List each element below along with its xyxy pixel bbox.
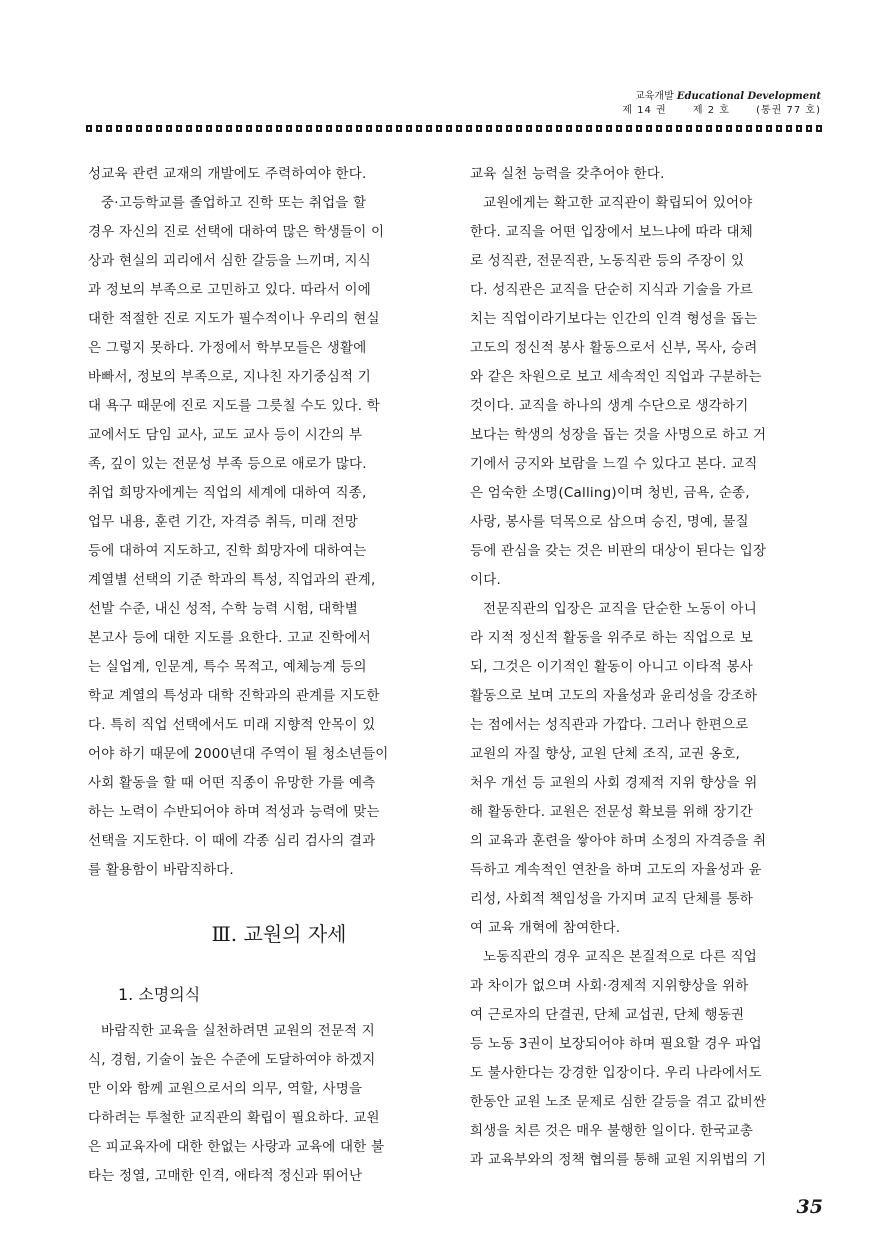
text-line: 바빠서, 정보의 부족으로, 지나친 자기중심적 기: [88, 369, 372, 385]
text-line: 경우 자신의 진로 선택에 대하여 많은 학생들이 이: [88, 224, 385, 240]
running-header: [622, 90, 821, 118]
text-line: 본고사 등에 대한 지도를 요한다. 고교 진학에서: [88, 630, 372, 646]
text-line: 족, 깊이 있는 전문성 부족 등으로 애로가 많다.: [88, 456, 367, 472]
text-line: 상과 현실의 괴리에서 심한 갈등을 느끼며, 지식: [88, 253, 372, 269]
page-number: 35: [796, 1196, 823, 1218]
text-line: 은 그렇지 못하다. 가정에서 학부모들은 생활에: [88, 340, 367, 356]
right-column: [470, 160, 822, 1175]
left-column: [88, 160, 440, 1191]
section-title: Ⅲ. 교원의 자세: [211, 922, 347, 946]
text-line: 과 교육부와의 정책 협의를 통해 교원 지위법의 기: [470, 1152, 767, 1168]
text-line: 로 성직관, 전문직관, 노동직관 등의 주장이 있: [470, 253, 745, 269]
issue: 제 2 호: [692, 105, 730, 116]
text-line: 처우 개선 등 교원의 사회 경제적 지위 향상을 위: [470, 775, 758, 791]
text-line: 업무 내용, 훈련 기간, 자격증 취득, 미래 전망: [88, 514, 359, 530]
text-line: 한동안 교원 노조 문제로 심한 갈등을 겪고 값비싼: [470, 1094, 767, 1110]
text-line: 타는 정열, 고매한 인격, 애타적 정신과 뛰어난: [88, 1168, 363, 1184]
text-line: 등 노동 3권이 보장되어야 하며 필요할 경우 파업: [470, 1036, 762, 1052]
text-line: 활동으로 보며 고도의 자율성과 윤리성을 강조하: [470, 688, 758, 704]
text-line: 교원의 자질 향상, 교원 단체 조직, 교권 옹호,: [470, 746, 741, 762]
subsection-title: 1. 소명의식: [118, 985, 201, 1004]
text-line: 등에 대하여 지도하고, 진학 희망자에 대하여는: [88, 543, 367, 559]
text-line: 식, 경험, 기술이 높은 수준에 도달하여야 하겠지: [88, 1052, 376, 1068]
dotted-divider: [86, 125, 823, 132]
text-line: 리성, 사회적 책임성을 가지며 교직 단체를 통하: [470, 891, 754, 907]
text-line: 중·고등학교를 졸업하고 진학 또는 취업을 할: [101, 195, 367, 211]
text-line: 노동직관의 경우 교직은 본질적으로 다른 직업: [483, 949, 758, 965]
text-line: 여 근로자의 단결권, 단체 교섭권, 단체 행동권: [470, 1007, 745, 1023]
text-line: 다. 특히 직업 선택에서도 미래 지향적 안목이 있: [88, 717, 376, 733]
text-line: 도 불사한다는 강경한 입장이다. 우리 나라에서도: [470, 1065, 762, 1081]
text-line: 해 활동한다. 교원은 전문성 확보를 위해 장기간: [470, 804, 754, 820]
text-line: 하는 노력이 수반되어야 하며 적성과 능력에 맞는: [88, 804, 380, 820]
text-line: 이다.: [470, 572, 501, 588]
text-line: 희생을 치른 것은 매우 불행한 일이다. 한국교총: [470, 1123, 754, 1139]
text-line: 기에서 긍지와 보람을 느낄 수 있다고 본다. 교직: [470, 456, 758, 472]
text-line: 학교 계열의 특성과 대학 진학과의 관계를 지도한: [88, 688, 380, 704]
text-line: 사회 활동을 할 때 어떤 직종이 유망한 가를 예측: [88, 775, 376, 791]
text-line: 되, 그것은 이기적인 활동이 아니고 이타적 봉사: [470, 659, 754, 675]
text-line: 어야 하기 때문에 2000년대 주역이 될 청소년들이: [88, 746, 389, 762]
journal-title-en: Educational Development: [676, 91, 821, 102]
text-line: 라 지적 정신적 활동을 위주로 하는 직업으로 보: [470, 630, 754, 646]
text-line: 등에 관심을 갖는 것은 비판의 대상이 된다는 입장: [470, 543, 767, 559]
text-line: 계열별 선택의 기준 학과의 특성, 직업과의 관계,: [88, 572, 376, 588]
text-line: 다. 성직관은 교직을 단순히 지식과 기술을 가르: [470, 282, 754, 298]
text-line: 여 교육 개혁에 참여한다.: [470, 920, 621, 936]
journal-title: [622, 90, 821, 104]
text-line: 만 이와 함께 교원으로서의 의무, 역할, 사명을: [88, 1081, 363, 1097]
serial-number: (통권 77 호): [756, 105, 821, 116]
journal-title-ko: 교육개발: [635, 91, 674, 102]
text-line: 것이다. 교직을 하나의 생계 수단으로 생각하기: [470, 398, 749, 414]
text-line: 과 정보의 부족으로 고민하고 있다. 따라서 이에: [88, 282, 372, 298]
text-line: 치는 직업이라기보다는 인간의 인격 형성을 돕는: [470, 311, 758, 327]
text-line: 다하려는 투철한 교직관의 확립이 필요하다. 교원: [88, 1110, 380, 1126]
text-line: 선택을 지도한다. 이 때에 각종 심리 검사의 결과: [88, 833, 376, 849]
text-line: 교원에게는 확고한 교직관이 확립되어 있어야: [483, 195, 753, 211]
text-line: 의 교육과 훈련을 쌓아야 하며 소정의 자격증을 취: [470, 833, 767, 849]
text-line: 선발 수준, 내신 성적, 수학 능력 시험, 대학별: [88, 601, 359, 617]
text-line: 은 피교육자에 대한 한없는 사랑과 교육에 대한 불: [88, 1139, 385, 1155]
text-line: 대한 적절한 진로 지도가 필수적이나 우리의 현실: [88, 311, 380, 327]
text-line: 과 차이가 없으며 사회·경제적 지위향상을 위하: [470, 978, 749, 994]
text-line: 대 욕구 때문에 진로 지도를 그릇칠 수도 있다. 학: [88, 398, 380, 414]
text-line: 득하고 계속적인 연찬을 하며 고도의 자율성과 윤: [470, 862, 762, 878]
text-line: 성교육 관련 교재의 개발에도 주력하여야 한다.: [88, 166, 367, 182]
text-line: 취업 희망자에게는 직업의 세계에 대하여 직종,: [88, 485, 367, 501]
text-line: 와 같은 차원으로 보고 세속적인 직업과 구분하는: [470, 369, 762, 385]
text-line: 바람직한 교육을 실천하려면 교원의 전문적 지: [101, 1023, 376, 1039]
volume: 제 14 권: [622, 105, 667, 116]
text-line: 교에서도 담임 교사, 교도 교사 등이 시간의 부: [88, 427, 363, 443]
text-line: 은 엄숙한 소명(Calling)이며 청빈, 금욕, 순종,: [470, 485, 750, 501]
text-line: 고도의 정신적 봉사 활동으로서 신부, 목사, 승려: [470, 340, 758, 356]
text-line: 교육 실천 능력을 갖추어야 한다.: [470, 166, 665, 182]
right-paragraphs: [470, 160, 822, 1175]
text-line: 는 점에서는 성직관과 가깝다. 그러나 한편으로: [470, 717, 749, 733]
left-paragraphs-bottom: [88, 1017, 440, 1191]
text-line: 전문직관의 입장은 교직을 단순한 노동이 아니: [483, 601, 758, 617]
text-line: 사랑, 봉사를 덕목으로 삼으며 승진, 명예, 물질: [470, 514, 749, 530]
text-line: 보다는 학생의 성장을 돕는 것을 사명으로 하고 거: [470, 427, 767, 443]
left-paragraphs-top: [88, 160, 440, 885]
text-line: 한다. 교직을 어떤 입장에서 보느냐에 따라 대체: [470, 224, 754, 240]
text-line: 를 활용함이 바람직하다.: [88, 862, 234, 878]
issue-info: [622, 104, 821, 118]
text-line: 는 실업계, 인문계, 특수 목적고, 예체능계 등의: [88, 659, 367, 675]
